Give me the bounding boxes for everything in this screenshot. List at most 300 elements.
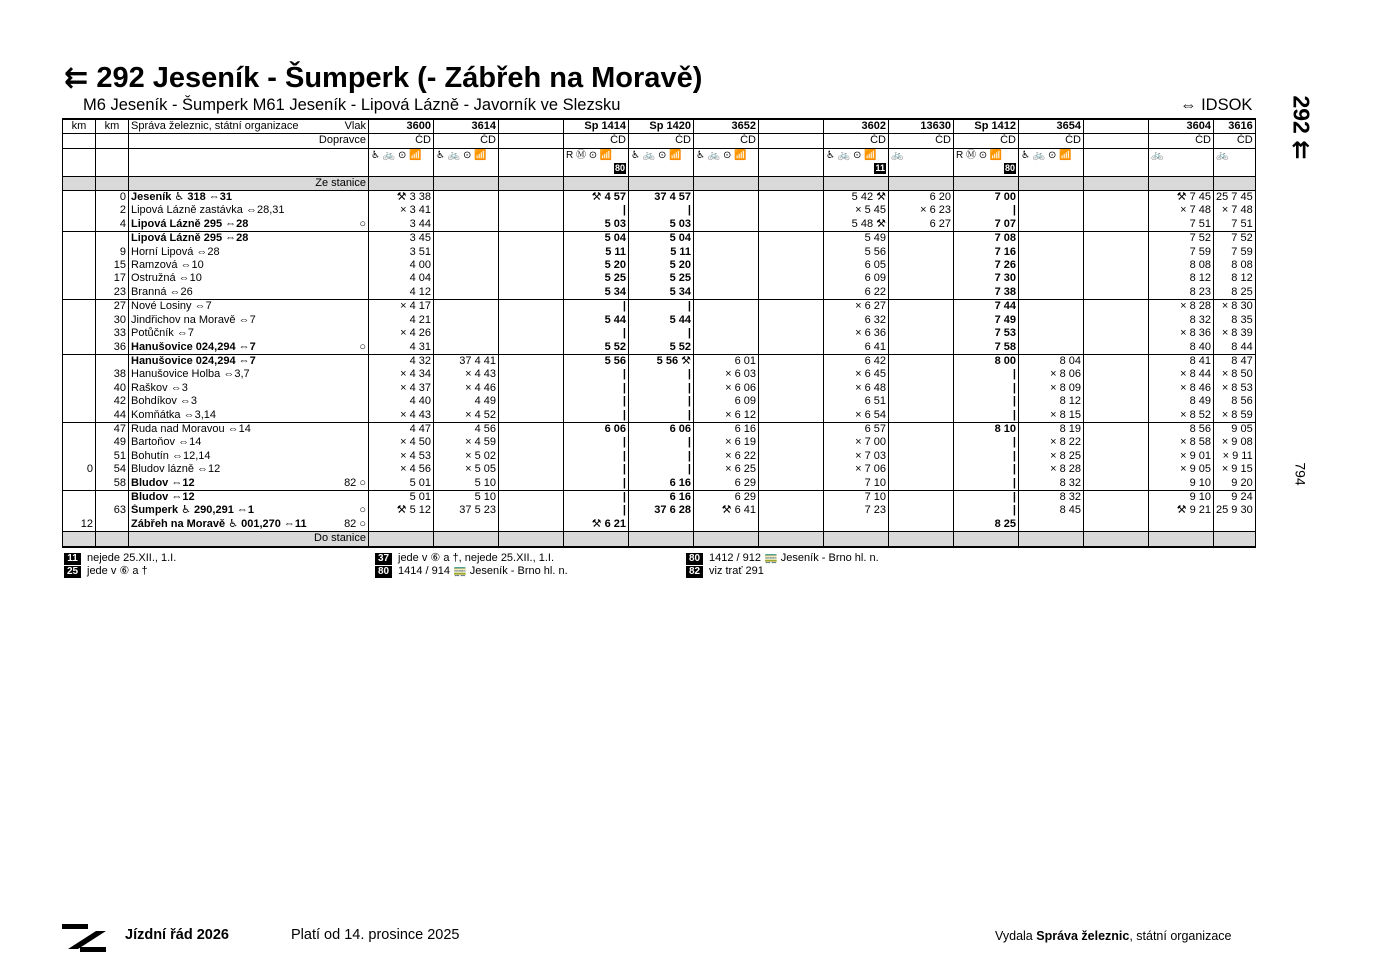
empty — [889, 176, 954, 190]
time-cell: 9 10 — [1149, 477, 1214, 491]
time-cell — [759, 354, 824, 368]
time-cell: | — [629, 327, 694, 340]
time-cell — [499, 232, 564, 246]
carrier: ČD — [824, 134, 889, 148]
service-icons: ♿ 🚲 ⊙ 📶 — [631, 149, 682, 161]
time-cell — [759, 463, 824, 476]
time-cell — [1084, 259, 1149, 272]
time-cell: 25 7 45 — [1214, 191, 1256, 205]
station-label: Lipová Lázně 295 ⇔28 — [131, 232, 249, 245]
time-cell: × 4 26 — [369, 327, 434, 340]
time-cell: 8 04 — [1019, 354, 1084, 368]
time-cell — [1084, 490, 1149, 504]
km: 42 — [96, 395, 129, 408]
carrier — [499, 134, 564, 148]
time-cell — [1084, 422, 1149, 436]
time-cell: × 6 22 — [694, 450, 759, 463]
time-cell — [1084, 518, 1149, 532]
train-number: Sp 1420 — [629, 119, 694, 134]
time-cell: × 5 02 — [434, 450, 499, 463]
time-cell: 6 27 — [889, 218, 954, 232]
station-row — [63, 341, 1256, 355]
time-cell — [759, 191, 824, 205]
time-cell: 5 52 — [564, 341, 629, 355]
station-name — [129, 463, 369, 476]
time-cell: ⚒ 9 21 — [1149, 504, 1214, 517]
station-name — [129, 395, 369, 408]
time-cell: | — [954, 204, 1019, 217]
time-cell — [889, 314, 954, 327]
carrier: ČD — [1019, 134, 1084, 148]
empty — [1019, 176, 1084, 190]
time-cell: × 8 50 — [1214, 368, 1256, 381]
side-page-number: 794 — [1292, 462, 1309, 486]
station-row — [63, 436, 1256, 449]
time-cell — [499, 490, 564, 504]
station-label: Lipová Lázně 295 ⇔28 — [131, 217, 249, 230]
station-label: Potůčník ⇔7 — [131, 327, 194, 340]
station-row — [63, 382, 1256, 395]
time-cell — [889, 395, 954, 408]
time-cell — [1084, 395, 1149, 408]
time-cell: | — [954, 504, 1019, 517]
time-cell — [499, 450, 564, 463]
time-cell — [889, 368, 954, 381]
time-cell: 8 12 — [1019, 395, 1084, 408]
time-cell — [759, 204, 824, 217]
station-label: Branná ⇔26 — [131, 285, 193, 298]
time-cell: × 6 54 — [824, 409, 889, 423]
time-cell: × 8 30 — [1214, 300, 1256, 314]
time-cell — [759, 259, 824, 272]
time-cell: 7 59 — [1149, 246, 1214, 259]
szdc-logo-icon — [62, 922, 106, 954]
time-cell — [759, 218, 824, 232]
km-branch: 12 — [63, 518, 96, 532]
time-cell: × 4 53 — [369, 450, 434, 463]
service-icons: 🚲 — [1151, 149, 1164, 161]
time-cell — [499, 354, 564, 368]
station-name — [129, 232, 369, 246]
time-cell: 4 47 — [369, 422, 434, 436]
time-cell: × 6 06 — [694, 382, 759, 395]
time-cell — [1084, 300, 1149, 314]
time-cell — [889, 272, 954, 285]
time-cell — [1019, 218, 1084, 232]
km: 4 — [96, 218, 129, 232]
time-cell — [434, 327, 499, 340]
km — [96, 518, 129, 532]
empty — [63, 176, 96, 190]
station-row — [63, 504, 1256, 517]
time-cell: × 8 39 — [1214, 327, 1256, 340]
time-cell: × 8 58 — [1149, 436, 1214, 449]
km-branch — [63, 504, 96, 517]
time-cell — [824, 518, 889, 532]
train-number: 3614 — [434, 119, 499, 134]
station-row — [63, 368, 1256, 381]
time-cell: | — [629, 409, 694, 423]
train-number: 3600 — [369, 119, 434, 134]
carrier: ČD — [1149, 134, 1214, 148]
time-cell — [434, 204, 499, 217]
station-row — [63, 272, 1256, 285]
time-cell — [759, 368, 824, 381]
time-cell: 6 29 — [694, 477, 759, 491]
time-cell — [759, 504, 824, 517]
time-cell: 8 32 — [1019, 477, 1084, 491]
station-label: Nové Losiny ⇔7 — [131, 300, 212, 313]
note-82: 82 viz trať 291 — [686, 565, 879, 578]
time-cell: | — [954, 477, 1019, 491]
time-cell: 4 31 — [369, 341, 434, 355]
time-cell: 7 08 — [954, 232, 1019, 246]
idsok-label: ⇔ IDSOK — [1180, 96, 1253, 114]
km-branch — [63, 232, 96, 246]
time-cell: 5 56 — [824, 246, 889, 259]
time-cell — [1084, 204, 1149, 217]
service-icons: ♿ 🚲 ⊙ 📶 — [696, 149, 747, 161]
km-branch — [63, 246, 96, 259]
empty — [96, 148, 129, 176]
time-cell: | — [629, 436, 694, 449]
empty — [63, 148, 96, 176]
train-icons — [369, 148, 434, 176]
train-number: 3602 — [824, 119, 889, 134]
station-row — [63, 218, 1256, 232]
station-row — [63, 518, 1256, 532]
time-cell: 9 10 — [1149, 490, 1214, 504]
time-cell: 8 08 — [1214, 259, 1256, 272]
time-cell — [694, 232, 759, 246]
time-cell: 9 05 — [1214, 422, 1256, 436]
time-cell — [694, 300, 759, 314]
empty — [954, 532, 1019, 547]
carrier: ČD — [954, 134, 1019, 148]
time-cell: 6 20 — [889, 191, 954, 205]
service-icons: 🚲 — [891, 149, 904, 161]
time-cell: 3 44 — [369, 218, 434, 232]
time-cell: × 7 06 — [824, 463, 889, 476]
station-name — [129, 272, 369, 285]
train-number — [1084, 119, 1149, 134]
time-cell: 8 25 — [1214, 286, 1256, 300]
time-cell — [1019, 327, 1084, 340]
km — [96, 232, 129, 246]
header-operator — [129, 119, 369, 134]
time-cell — [434, 286, 499, 300]
time-cell — [889, 477, 954, 491]
km — [96, 490, 129, 504]
station-row — [63, 327, 1256, 340]
time-cell — [499, 191, 564, 205]
km-branch — [63, 477, 96, 491]
time-cell: 5 10 — [434, 490, 499, 504]
time-cell — [1019, 191, 1084, 205]
empty — [564, 176, 629, 190]
km-branch — [63, 300, 96, 314]
station-row — [63, 450, 1256, 463]
time-cell — [1019, 246, 1084, 259]
time-cell — [1019, 272, 1084, 285]
time-cell: 5 11 — [629, 246, 694, 259]
time-cell — [1084, 504, 1149, 517]
time-cell — [759, 409, 824, 423]
time-cell: 7 30 — [954, 272, 1019, 285]
time-cell: | — [954, 409, 1019, 423]
time-cell: × 4 50 — [369, 436, 434, 449]
km-branch — [63, 272, 96, 285]
time-cell — [1084, 246, 1149, 259]
time-cell — [889, 354, 954, 368]
time-cell: 8 44 — [1214, 341, 1256, 355]
time-cell: 6 32 — [824, 314, 889, 327]
time-cell — [499, 395, 564, 408]
km-branch — [63, 191, 96, 205]
train-icons — [1084, 148, 1149, 176]
time-cell: | — [564, 395, 629, 408]
station-row — [63, 259, 1256, 272]
time-cell: × 5 45 — [824, 204, 889, 217]
km-branch — [63, 395, 96, 408]
km — [96, 354, 129, 368]
time-cell: 9 24 — [1214, 490, 1256, 504]
station-label: Jeseník ♿ 318 ⇔31 — [131, 191, 232, 204]
station-row — [63, 204, 1256, 217]
time-cell: 8 12 — [1214, 272, 1256, 285]
time-cell: × 6 03 — [694, 368, 759, 381]
km-branch — [63, 204, 96, 217]
time-cell: 5 04 — [629, 232, 694, 246]
time-cell: 6 01 — [694, 354, 759, 368]
time-cell: 7 52 — [1149, 232, 1214, 246]
carrier: ČD — [629, 134, 694, 148]
carrier — [1084, 134, 1149, 148]
station-name — [129, 341, 369, 355]
time-cell: × 4 56 — [369, 463, 434, 476]
note-badge: 80 — [1004, 163, 1015, 174]
time-cell — [694, 259, 759, 272]
time-cell — [1084, 272, 1149, 285]
footer-valid: Platí od 14. prosince 2025 — [291, 927, 460, 943]
time-cell — [759, 450, 824, 463]
time-cell — [759, 314, 824, 327]
km: 9 — [96, 246, 129, 259]
time-cell — [1214, 518, 1256, 532]
time-cell — [1084, 368, 1149, 381]
time-cell: | — [564, 300, 629, 314]
time-cell — [694, 246, 759, 259]
time-cell — [1019, 259, 1084, 272]
km: 15 — [96, 259, 129, 272]
time-cell: × 9 11 — [1214, 450, 1256, 463]
time-cell — [1019, 314, 1084, 327]
train-icons — [629, 148, 694, 176]
time-cell: × 4 37 — [369, 382, 434, 395]
station-label: Hanušovice Holba ⇔3,7 — [131, 368, 250, 381]
station-label: Ramzová ⇔10 — [131, 259, 204, 272]
km-branch — [63, 259, 96, 272]
station-label: Ostružná ⇔10 — [131, 272, 202, 285]
empty — [1084, 176, 1149, 190]
notes-col-1 — [64, 552, 176, 578]
time-cell — [1084, 218, 1149, 232]
km: 54 — [96, 463, 129, 476]
time-cell: | — [954, 450, 1019, 463]
time-cell: 5 34 — [629, 286, 694, 300]
time-cell: | — [629, 300, 694, 314]
station-row — [63, 395, 1256, 408]
time-cell: 5 25 — [564, 272, 629, 285]
station-label: Bludov ⇔12 — [131, 490, 195, 503]
time-cell: × 8 28 — [1019, 463, 1084, 476]
time-cell — [499, 368, 564, 381]
station-label: Zábřeh na Moravě ♿ 001,270 ⇔11 — [131, 517, 307, 530]
km: 17 — [96, 272, 129, 285]
time-cell: 7 49 — [954, 314, 1019, 327]
km-branch — [63, 490, 96, 504]
train-icons — [499, 148, 564, 176]
empty — [889, 532, 954, 547]
time-cell — [759, 518, 824, 532]
time-cell — [1084, 450, 1149, 463]
empty — [954, 176, 1019, 190]
time-cell: × 7 48 — [1149, 204, 1214, 217]
time-cell: × 4 34 — [369, 368, 434, 381]
time-cell: ⚒ 4 57 — [564, 191, 629, 205]
time-cell — [369, 518, 434, 532]
time-cell: 3 51 — [369, 246, 434, 259]
time-cell: | — [629, 204, 694, 217]
empty — [694, 532, 759, 547]
carrier: ČD — [694, 134, 759, 148]
time-cell — [889, 286, 954, 300]
empty — [499, 532, 564, 547]
train-icons — [694, 148, 759, 176]
station-name — [129, 300, 369, 314]
station-label: Hanušovice 024,294 ⇔7 — [131, 340, 256, 353]
time-cell — [499, 436, 564, 449]
time-cell — [499, 259, 564, 272]
time-cell — [499, 286, 564, 300]
to-station-label: Do stanice — [129, 532, 369, 547]
station-label: Bohutín ⇔12,14 — [131, 449, 211, 462]
empty — [1019, 532, 1084, 547]
time-cell: 8 41 — [1149, 354, 1214, 368]
station-label: Lipová Lázně zastávka ⇔28,31 — [131, 204, 285, 217]
time-cell: 4 00 — [369, 259, 434, 272]
time-cell: 5 01 — [369, 477, 434, 491]
time-cell: 7 52 — [1214, 232, 1256, 246]
time-cell — [1084, 341, 1149, 355]
empty — [1149, 532, 1214, 547]
time-cell: | — [564, 477, 629, 491]
time-cell: × 9 05 — [1149, 463, 1214, 476]
time-cell: | — [564, 463, 629, 476]
time-cell: × 8 36 — [1149, 327, 1214, 340]
time-cell — [499, 409, 564, 423]
km-branch — [63, 422, 96, 436]
km: 27 — [96, 300, 129, 314]
time-cell — [434, 232, 499, 246]
time-cell: 8 08 — [1149, 259, 1214, 272]
footer-brand: Jízdní řád 2026 — [125, 927, 229, 943]
station-label: Bludov ⇔12 — [131, 476, 195, 489]
time-cell: 8 19 — [1019, 422, 1084, 436]
time-cell: ⚒ 6 21 — [564, 518, 629, 532]
time-cell — [759, 395, 824, 408]
km: 44 — [96, 409, 129, 423]
time-cell — [1084, 232, 1149, 246]
time-cell: 6 09 — [824, 272, 889, 285]
station-row — [63, 490, 1256, 504]
station-mark: 82 ○ — [344, 476, 366, 489]
time-cell: × 9 08 — [1214, 436, 1256, 449]
time-cell: × 8 52 — [1149, 409, 1214, 423]
note-80-1414: 80 1414 / 914 🚃 Jeseník - Brno hl. n. — [375, 565, 568, 578]
time-cell: 7 38 — [954, 286, 1019, 300]
time-cell: 8 35 — [1214, 314, 1256, 327]
time-cell: 8 00 — [954, 354, 1019, 368]
time-cell — [889, 382, 954, 395]
time-cell — [499, 518, 564, 532]
empty — [96, 134, 129, 148]
time-cell — [499, 300, 564, 314]
time-cell: 8 23 — [1149, 286, 1214, 300]
service-icons: ♿ 🚲 ⊙ 📶 — [371, 149, 422, 161]
station-label: Bohdíkov ⇔3 — [131, 395, 198, 408]
time-cell: 8 12 — [1149, 272, 1214, 285]
empty — [96, 532, 129, 547]
time-cell — [1019, 232, 1084, 246]
time-cell: × 8 44 — [1149, 368, 1214, 381]
time-cell — [499, 218, 564, 232]
km: 36 — [96, 341, 129, 355]
time-cell: 7 10 — [824, 490, 889, 504]
station-label: Komňátka ⇔3,14 — [131, 408, 216, 421]
side-line-number: 292 ⇇ — [1288, 95, 1315, 160]
carrier: ČD — [1214, 134, 1256, 148]
time-cell: 7 51 — [1149, 218, 1214, 232]
time-cell — [434, 341, 499, 355]
time-cell: 5 11 — [564, 246, 629, 259]
time-cell: | — [564, 504, 629, 517]
time-cell: 6 16 — [629, 477, 694, 491]
time-cell — [1084, 286, 1149, 300]
station-name — [129, 422, 369, 436]
time-cell — [889, 341, 954, 355]
km-branch — [63, 286, 96, 300]
time-cell — [499, 204, 564, 217]
time-cell: × 4 43 — [369, 409, 434, 423]
time-cell: | — [564, 436, 629, 449]
time-cell — [889, 518, 954, 532]
time-cell — [759, 341, 824, 355]
station-mark: 82 ○ — [344, 517, 366, 530]
time-cell — [759, 382, 824, 395]
time-cell — [694, 204, 759, 217]
station-label: Raškov ⇔3 — [131, 381, 188, 394]
empty — [564, 532, 629, 547]
time-cell: × 8 22 — [1019, 436, 1084, 449]
time-cell — [499, 341, 564, 355]
station-name — [129, 246, 369, 259]
time-cell — [499, 327, 564, 340]
time-cell: 3 45 — [369, 232, 434, 246]
time-cell: 6 22 — [824, 286, 889, 300]
time-cell: 6 06 — [629, 422, 694, 436]
time-cell: 8 25 — [954, 518, 1019, 532]
